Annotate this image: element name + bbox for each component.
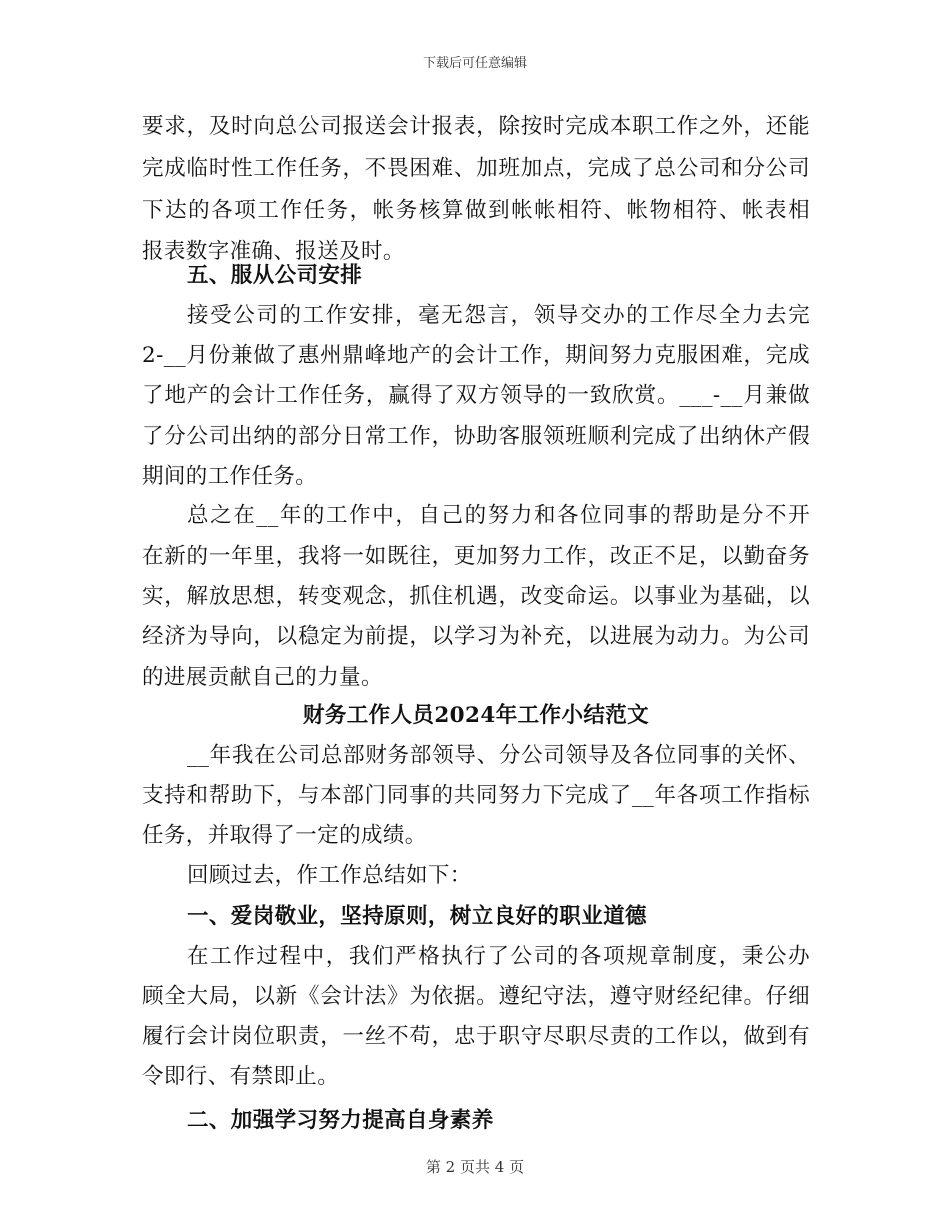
paragraph-line: 期间的工作任务。: [142, 464, 318, 489]
page-footer: 第 2 页共 4 页: [425, 1158, 525, 1176]
section-heading: 五、服从公司安排: [187, 263, 363, 288]
paragraph-line: 在工作过程中，我们严格执行了公司的各项规章制度，秉公办: [187, 944, 810, 969]
paragraph-line: 接受公司的工作安排，毫无怨言，领导交办的工作尽全力去完: [187, 303, 810, 328]
paragraph-line: 了分公司出纳的部分日常工作，协助客服领班顺利完成了出纳休产假: [142, 424, 810, 449]
paragraph-line: 报表数字准确、报送及时。: [142, 239, 405, 264]
paragraph-line: 令即行、有禁即止。: [142, 1064, 340, 1089]
paragraph-line: 在新的一年里，我将一如既往，更加努力工作，改正不足，以勤奋务: [142, 544, 810, 569]
paragraph-line: 完成临时性工作任务，不畏困难、加班加点，完成了总公司和分公司: [142, 156, 810, 181]
paragraph-line: 了地产的会计工作任务，赢得了双方领导的一致欣赏。___-__月兼做: [142, 383, 810, 408]
paragraph-line: 下达的各项工作任务，帐务核算做到帐帐相符、帐物相符、帐表相: [142, 198, 810, 223]
paragraph-line: 顾全大局，以新《会计法》为依据。遵纪守法，遵守财经纪律。仔细: [142, 984, 810, 1009]
document-title: 财务工作人员2024年工作小结范文: [302, 703, 650, 728]
page-header: 下载后可任意编辑: [422, 56, 527, 71]
paragraph-line: 经济为导向，以稳定为前提，以学习为补充，以进展为动力。为公司: [142, 624, 810, 649]
paragraph-line: 履行会计岗位职责，一丝不苟，忠于职守尽职尽责的工作以，做到有: [142, 1024, 810, 1049]
paragraph-line: 的进展贡献自己的力量。: [142, 665, 383, 690]
paragraph-line: 回顾过去，作工作总结如下：: [187, 863, 472, 888]
paragraph-line: __年我在公司总部财务部领导、分公司领导及各位同事的关怀、: [187, 743, 810, 768]
paragraph-line: 总之在__年的工作中，自己的努力和各位同事的帮助是分不开: [187, 503, 810, 528]
paragraph-line: 要求，及时向总公司报送会计报表，除按时完成本职工作之外，还能: [142, 114, 810, 139]
section-heading: 一、爱岗敬业，坚持原则，树立良好的职业道德: [187, 904, 647, 929]
paragraph-line: 支持和帮助下，与本部门同事的共同努力下完成了__年各项工作指标: [142, 783, 810, 808]
paragraph-line: 任务，并取得了一定的成绩。: [142, 823, 427, 848]
paragraph-line: 实，解放思想，转变观念，抓住机遇，改变命运。以事业为基础，以: [142, 584, 810, 609]
paragraph-line: 2-__月份兼做了惠州鼎峰地产的会计工作，期间努力克服困难，完成: [142, 343, 810, 368]
section-heading: 二、加强学习努力提高自身素养: [187, 1108, 494, 1133]
